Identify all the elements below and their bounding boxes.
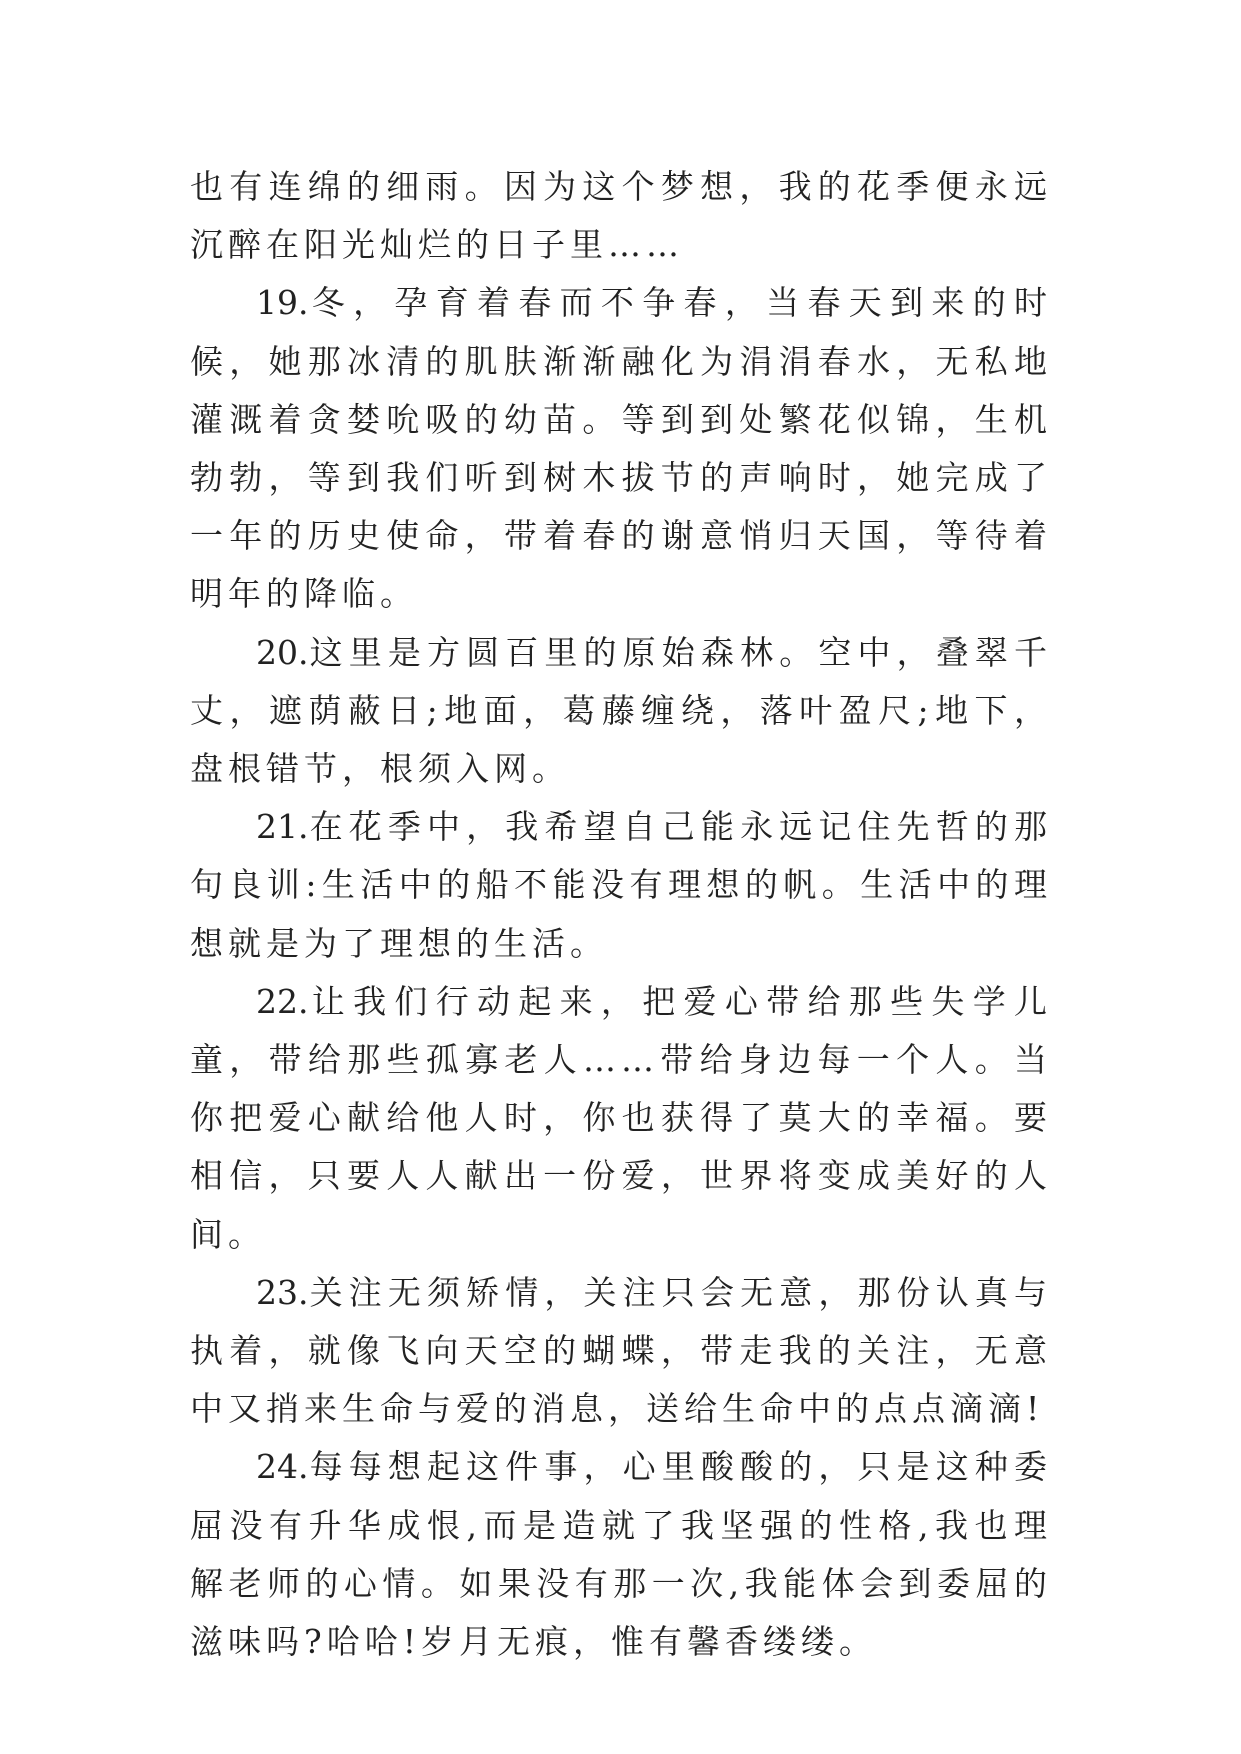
paragraph-number: 23.: [256, 1272, 309, 1312]
paragraph-continued: [190, 158, 1052, 274]
paragraph-text: 让我们行动起来，把爱心带给那些失学儿童，带给那些孤寡老人……带给身边每一个人。当你把爱心献给他人时，你也获得了莫大的幸福。要相信，只要人人献出一份爱，世界将变成美好的人间。: [190, 981, 1052, 1254]
paragraph-20: [190, 624, 1052, 799]
paragraph-number: 22.: [256, 981, 309, 1021]
paragraph-text: 关注无须矫情，关注只会无意，那份认真与执着，就像飞向天空的蝴蝶，带走我的关注，无意中又捎来生命与爱的消息，送给生命中的点点滴滴!: [190, 1272, 1052, 1429]
paragraph-text: 这里是方圆百里的原始森林。空中，叠翠千丈，遮荫蔽日;地面，葛藤缠绕，落叶盈尺;地下，盘根错节，根须入网。: [190, 632, 1052, 789]
document-page: [190, 158, 1052, 1671]
paragraph-text: 也有连绵的细雨。因为这个梦想，我的花季便永远沉醉在阳光灿烂的日子里……: [190, 167, 1052, 265]
paragraph-number: 20.: [256, 632, 309, 672]
paragraph-text: 在花季中，我希望自己能永远记住先哲的那句良训:生活中的船不能没有理想的帆。生活中的理想就是为了理想的生活。: [190, 807, 1052, 963]
paragraph-22: [190, 973, 1052, 1264]
paragraph-text: 冬，孕育着春而不争春，当春天到来的时候，她那冰清的肌肤渐渐融化为涓涓春水，无私地灌溉着贪婪吮吸的幼苗。等到到处繁花似锦，生机勃勃，等到我们听到树木拔节的声响时，她完成了一年的历史使命，带着春的谢意悄归天国，等待着明年的降临。: [190, 283, 1052, 614]
paragraph-number: 21.: [256, 807, 309, 847]
paragraph-19: [190, 274, 1052, 623]
paragraph-number: 19.: [256, 283, 309, 323]
paragraph-text: 每每想起这件事，心里酸酸的，只是这种委屈没有升华成恨,而是造就了我坚强的性格,我也理解老师的心情。如果没有那一次,我能体会到委屈的滋味吗?哈哈!岁月无痕，惟有馨香缕缕。: [190, 1447, 1052, 1662]
paragraph-number: 24.: [256, 1447, 309, 1487]
paragraph-24: [190, 1438, 1052, 1671]
paragraph-21: [190, 798, 1052, 973]
paragraph-23: [190, 1264, 1052, 1439]
